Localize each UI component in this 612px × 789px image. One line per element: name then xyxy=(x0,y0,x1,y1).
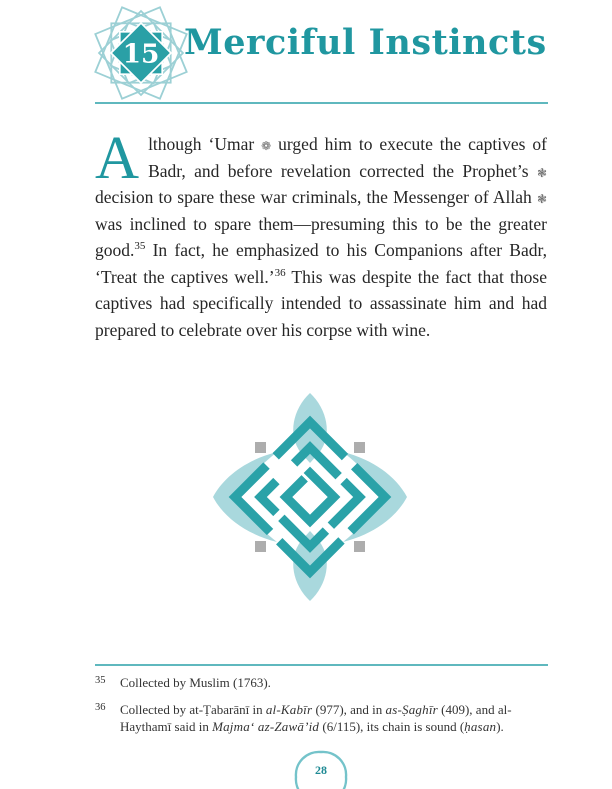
footnote-text: Collected by at-Ṭabarānī in al-Kabīr (977), and in as-Ṣaghīr (409), and al-Haythamī said in Majma‘ az-Zawā’id (6/115), its chain is sound (ḥasan). xyxy=(120,701,512,734)
chapter-badge-star-icon xyxy=(88,0,194,106)
kufic-calligraphy-ornament xyxy=(205,391,415,603)
footnote-text: Collected by Muslim (1763). xyxy=(120,675,271,690)
sallallahu-alayhi-wasallam-symbol: ❃ xyxy=(536,165,547,180)
page-number-ornament xyxy=(292,748,350,789)
footnote-number: 36 xyxy=(95,701,106,713)
footnote-reference: 35 xyxy=(134,240,146,253)
page-number: 28 xyxy=(315,763,327,777)
header-divider xyxy=(95,102,548,104)
chapter-title: Merciful Instincts xyxy=(184,22,547,63)
footnote-36 xyxy=(95,701,550,736)
footnotes-section xyxy=(95,674,550,745)
body-paragraph xyxy=(95,125,548,343)
radi-allahu-anhu-symbol: ❁ xyxy=(261,139,272,153)
footnote-reference: 36 xyxy=(274,266,286,279)
footnote-number: 35 xyxy=(95,675,106,686)
chapter-number: 15 xyxy=(122,38,160,70)
footnote-35 xyxy=(95,674,550,692)
sallallahu-alayhi-wasallam-symbol: ❃ xyxy=(536,192,547,206)
drop-cap: A xyxy=(95,125,140,192)
footnote-divider xyxy=(95,664,548,666)
paragraph-text: lthough ‘Umar ❁ urged him to execute the captives of Badr, and before revelation corrected the Prophet’s ❃ decision to spare these war criminals, the Messenger of Allah ❃ was inclined to spare them—presuming this to be the greater good.$^{35}$ In fact, he emphasized to his Companions after Badr, ‘Treat the captives well.’$^{36}$ This was despite the fact that those captives had specifically intended to assassinate him and had prepared to celebrate over his corpse with wine. xyxy=(95,134,548,340)
